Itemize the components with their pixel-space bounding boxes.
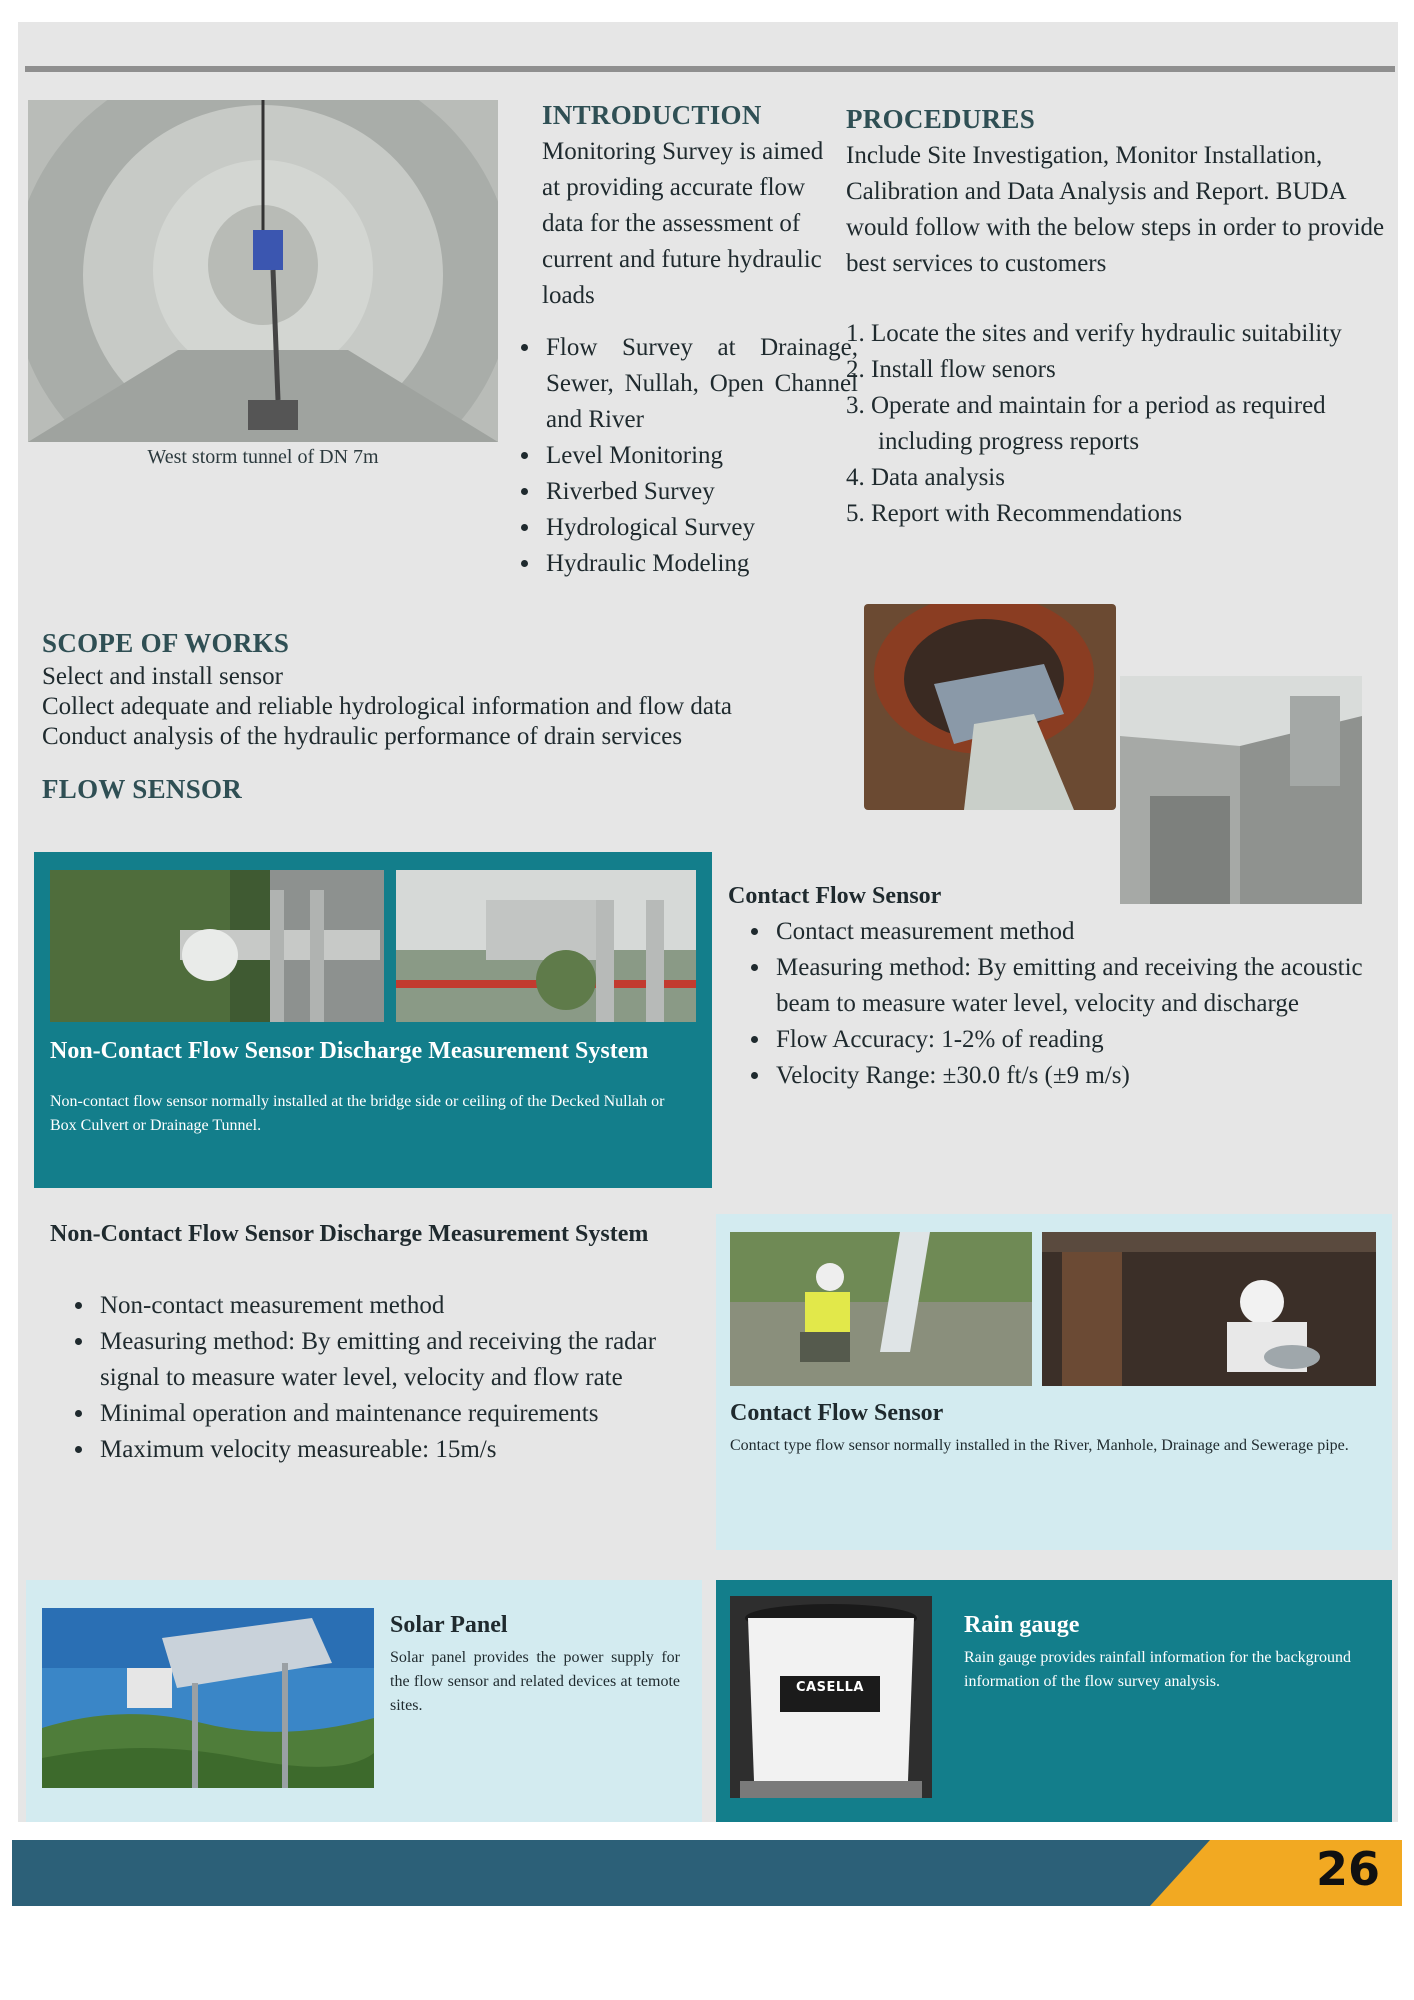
solar-title: Solar Panel	[390, 1612, 508, 1638]
casella-logo: CASELLA	[796, 1680, 864, 1695]
list-item: 4. Data analysis	[846, 464, 1005, 491]
introduction-heading: INTRODUCTION	[542, 100, 762, 130]
list-item: 5. Report with Recommendations	[846, 500, 1183, 527]
list-item: • Level Monitoring	[542, 438, 858, 474]
list-item: including progress reports	[878, 428, 1140, 455]
contact-photo-left	[730, 1232, 1032, 1386]
procedures-heading: PROCEDURES	[846, 104, 1036, 134]
list-item: • Contact measurement method	[772, 914, 1392, 950]
list-item: 1. Locate the sites and verify hydraulic suitability	[846, 320, 1342, 347]
list-item: • Minimal operation and maintenance requirements	[96, 1396, 696, 1432]
channel-photo	[1120, 676, 1362, 904]
noncontact-box-text: Non-contact flow sensor normally installed at the bridge side or ceiling of the Decked Nullah or Box Culvert or Drainage Tunnel.	[50, 1093, 665, 1134]
page-number: 26	[1315, 1842, 1380, 1896]
contact-box-text: Contact type flow sensor normally installed in the River, Manhole, Drainage and Sewerage pipe.	[730, 1437, 1349, 1454]
flow-sensor-heading: FLOW SENSOR	[42, 774, 243, 804]
noncontact-section-bullets	[70, 1288, 696, 1468]
list-item: • Velocity Range: ±30.0 ft/s (±9 m/s)	[772, 1058, 1392, 1094]
introduction-bullets	[516, 330, 858, 582]
procedures-steps	[846, 316, 1396, 532]
scope-line: Conduct analysis of the hydraulic performance of drain services	[42, 723, 683, 750]
list-item: 3. Operate and maintain for a period as required	[846, 392, 1326, 419]
scope-line: Collect adequate and reliable hydrological information and flow data	[42, 693, 733, 720]
rain-gauge-photo	[730, 1596, 932, 1798]
contact-box-title: Contact Flow Sensor	[730, 1400, 944, 1426]
noncontact-section-title: Non-Contact Flow Sensor Discharge Measurement System	[50, 1221, 649, 1247]
list-item: • Flow Accuracy: 1-2% of reading	[772, 1022, 1392, 1058]
solar-panel-photo	[42, 1608, 374, 1788]
noncontact-photo-right	[396, 870, 696, 1022]
contact-photo-right	[1042, 1232, 1376, 1386]
pipe-photo	[864, 604, 1116, 810]
list-item: • Measuring method: By emitting and receiving the acoustic beam to measure water level, velocity and discharge	[772, 950, 1392, 1022]
list-item: • Measuring method: By emitting and receiving the radar signal to measure water level, velocity and flow rate	[96, 1324, 696, 1396]
list-item: • Maximum velocity measureable: 15m/s	[96, 1432, 696, 1468]
list-item: • Hydraulic Modeling	[542, 546, 858, 582]
list-item: • Flow Survey at Drainage, Sewer, Nullah, Open Channel and River	[542, 330, 858, 438]
scope-heading: SCOPE OF WORKS	[42, 628, 290, 658]
noncontact-box-title: Non-Contact Flow Sensor Discharge Measurement System	[50, 1038, 649, 1064]
contact-section-bullets	[746, 914, 1392, 1094]
procedures-text: Include Site Investigation, Monitor Installation, Calibration and Data Analysis and Report. BUDA would follow with the below steps in order to provide best services to customers	[846, 142, 1385, 277]
list-item: 2. Install flow senors	[846, 356, 1056, 383]
solar-text: Solar panel provides the power supply for the flow sensor and related devices at temote sites.	[390, 1649, 680, 1714]
rain-gauge-text: Rain gauge provides rainfall information for the background information of the flow survey analysis.	[964, 1649, 1351, 1690]
scope-line: Select and install sensor	[42, 663, 283, 690]
tunnel-photo-caption: West storm tunnel of DN 7m	[147, 446, 379, 468]
top-rule	[25, 66, 1395, 72]
contact-section-title: Contact Flow Sensor	[728, 883, 942, 909]
list-item: • Non-contact measurement method	[96, 1288, 696, 1324]
tunnel-photo	[28, 100, 498, 442]
scope-lines	[42, 662, 842, 752]
list-item: • Riverbed Survey	[542, 474, 858, 510]
list-item: • Hydrological Survey	[542, 510, 858, 546]
introduction-text: Monitoring Survey is aimed at providing accurate flow data for the assessment of current and future hydraulic loads	[542, 138, 824, 309]
rain-gauge-title: Rain gauge	[964, 1612, 1080, 1638]
noncontact-photo-left	[50, 870, 384, 1022]
